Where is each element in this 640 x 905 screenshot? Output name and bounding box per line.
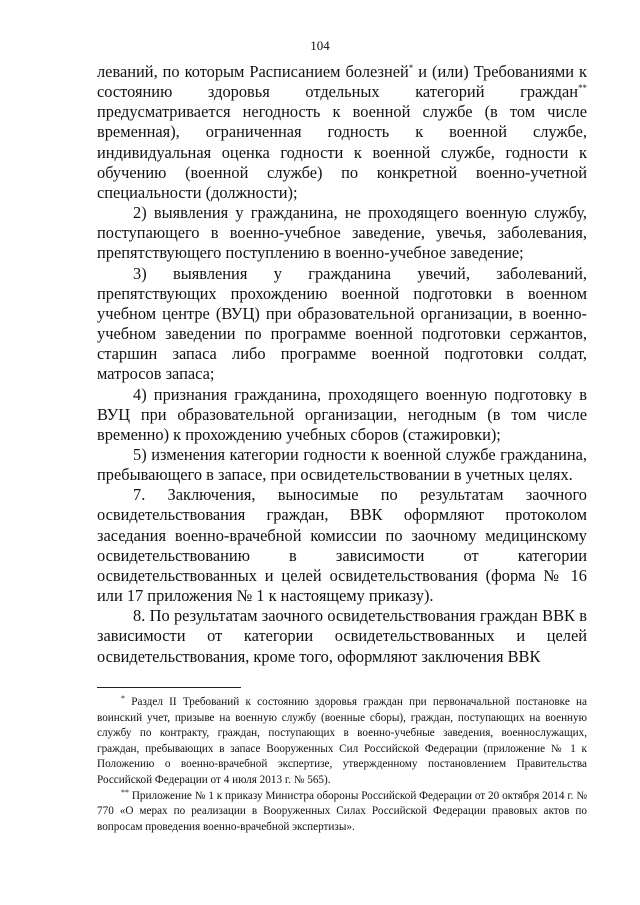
paragraph-text: и (или) Требованиями к состоянию здоровья отдельных категорий граждан [97,62,587,102]
paragraph-text: 5) изменения категории годности к военной службе гражданина, пребывающего в запасе, при освидетельствовании в учетных целях. [97,444,587,485]
page-number: 104 [310,38,330,53]
footnote-marker: * [121,694,125,703]
footnote-separator [97,687,241,688]
footnote-marker: ** [121,787,129,797]
footnote-text: Раздел II Требований к состоянию здоровья граждан при первоначальной постановке на воинский учет, призыве на военную службу (военные сборы), граждан, поступающих на военную службу по контракту, граждан, поступающих в военно-учебные заведения, военнослужащих, граждан, пребывающих в запасе Вооруженных Сил Российской Федерации (приложение № 1 к Положению о военно-врачебной экспертизе, утвержденному постановлением Правительства Российской Федерации от 4 июля 2013 г. № 565). [97,696,587,786]
paragraph-text: 4) признания гражданина, проходящего военную подготовку в ВУЦ при образовательной организации, негодным (в том числе временно) к прохождению учебных сборов (стажировки); [97,384,587,444]
footnote-fn1 [97,695,587,789]
paragraph-p4 [97,385,587,445]
paragraph-p3 [97,264,587,385]
paragraph-p5 [97,445,587,485]
footnotes [97,695,587,835]
paragraph-text: 8. По результатам заочного освидетельствования граждан ВВК в зависимости от категории освидетельствованных и целей освидетельствования, кроме того, оформляют заключения ВВК [97,606,587,666]
paragraph-p7 [97,606,587,666]
body-text [97,62,587,667]
paragraph-text: 2) выявления у гражданина, не проходящего военную службу, поступающего в военно-учебное заведение, увечья, заболевания, препятствующего поступлению в военно-учебное заведение; [97,203,587,263]
paragraph-p6 [97,485,587,606]
footnote-fn2 [97,789,587,836]
footnote-text: Приложение № 1 к приказу Министра обороны Российской Федерации от 20 октября 2014 г. № 770 «О мерах по реализации в Вооруженных Силах Российской Федерации правовых актов по вопросам проведения военно-врачебной экспертизы». [97,789,587,833]
footnote-marker: ** [578,83,587,94]
paragraph-p2 [97,203,587,263]
paragraph-text: леваний, по которым Расписанием болезней [97,62,409,81]
paragraph-text: предусматривается негодность к военной службе (в том числе временная), ограниченная годность к военной службе, индивидуальная оценка годности к военной службе, годности к обучению (военной службе) по конкретной военно-учетной специальности (должности); [97,102,587,202]
footnote-marker: * [408,63,414,73]
paragraph-p1 [97,62,587,203]
paragraph-text: 3) выявления у гражданина увечий, заболеваний, препятствующих прохождению военной подготовки в военном учебном центре (ВУЦ) при образовательной организации, в военно-учебном заведении по программе военной подготовки сержантов, старшин запаса либо программе военной подготовки солдат, матросов запаса; [97,263,587,384]
paragraph-text: 7. Заключения, выносимые по результатам заочного освидетельствования граждан, ВВК оформляют протоколом заседания военно-врачебной комиссии по заочному медицинскому освидетельствованию в зависимости от категории освидетельствованных и целей освидетельствования (форма № 16 или 17 приложения № 1 к настоящему приказу). [97,485,587,606]
